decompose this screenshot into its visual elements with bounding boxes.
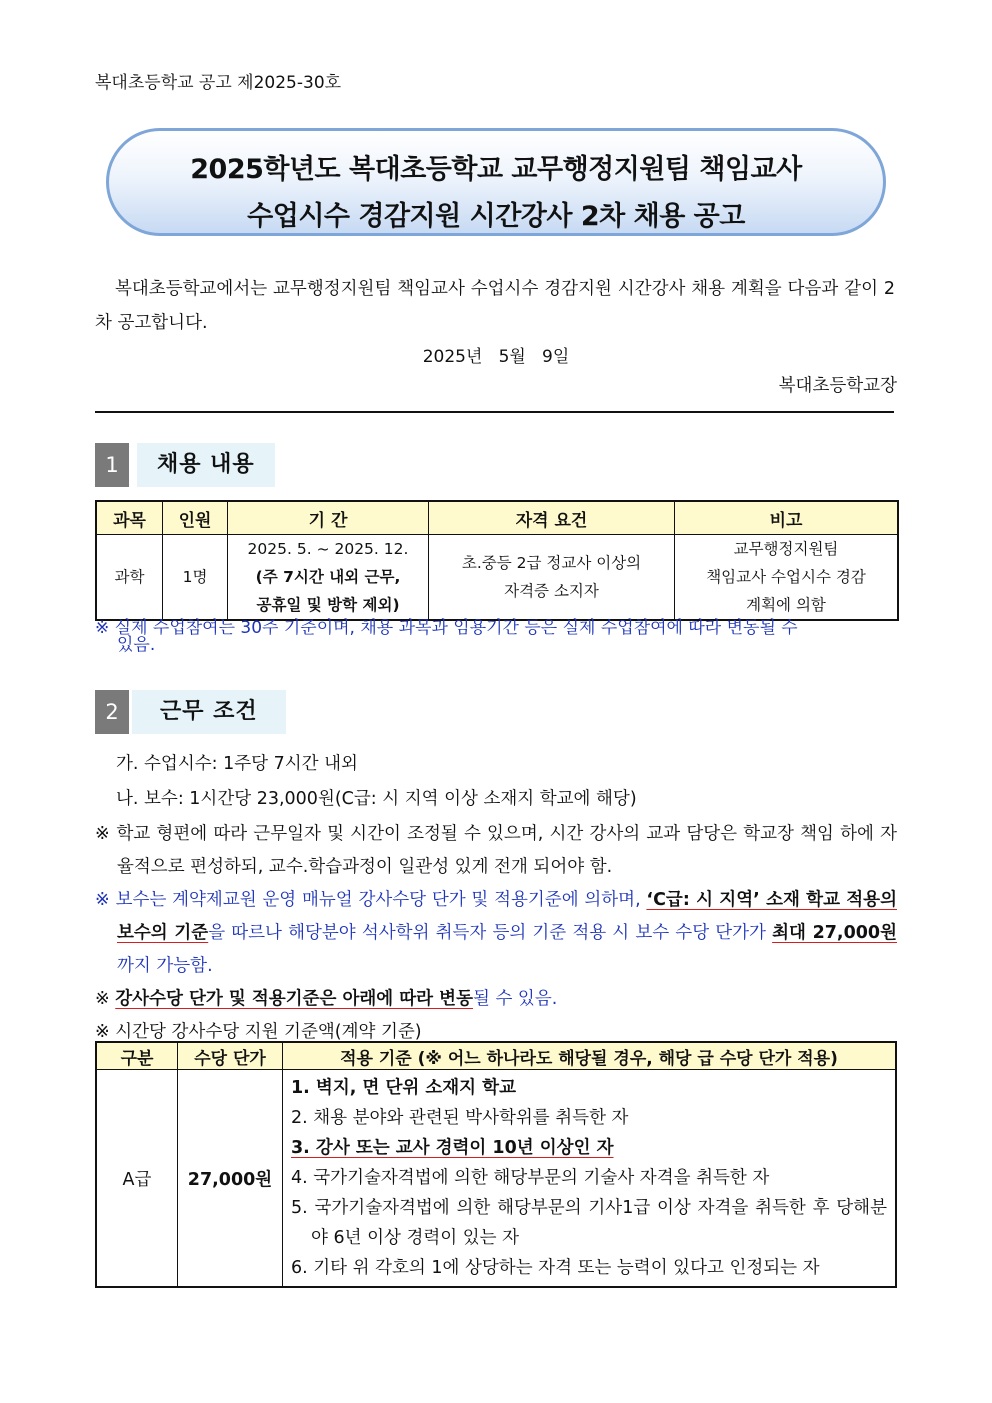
condition-pay: 나. 보수: 1시간당 23,000원(C급: 시 지역 이상 소재지 학교에 해당): [116, 789, 637, 809]
note-schedule: ※ 학교 형편에 따라 근무일자 및 시간이 조정될 수 있으며, 시간 강사의 교과 담당은 학교장 책임 하에 자율적으로 편성하되, 교수.학습과정이 일관성 있게 전개 되어야 함.: [95, 824, 897, 877]
section1-heading: 채용 내용: [137, 443, 275, 487]
cell-period: [228, 535, 429, 621]
note-rate-table-title: ※ 시간당 강사수당 지원 기준액(계약 기준): [95, 1022, 422, 1042]
col-grade: 구분: [96, 1042, 178, 1070]
cell-criteria: [283, 1070, 897, 1288]
criterion-3: 3. 강사 또는 교사 경력이 10년 이상인 자: [291, 1138, 614, 1158]
criterion-2: 2. 채용 분야와 관련된 박사학위를 취득한 자: [291, 1108, 629, 1128]
intro-text: 복대초등학교에서는 교무행정지원팀 책임교사 수업시수 경감지원 시간강사 채용 계획을 다음과 같이 2차 공고합니다.: [95, 279, 895, 333]
criterion-5: 5. 국가기술자격법에 의한 해당부문의 기사1급 이상 자격을 취득한 후 당해분야 6년 이상 경력이 있는 자: [291, 1198, 887, 1248]
col-criteria: 적용 기준 (※ 어느 하나라도 해당될 경우, 해당 급 수당 단가 적용): [283, 1042, 897, 1070]
period-line1: 2025. 5. ~ 2025. 12.: [247, 540, 409, 558]
notice-number: 복대초등학교 공고 제2025-30호: [95, 73, 342, 93]
section1-number: 1: [95, 443, 129, 487]
note-pay-change: ※ 강사수당 단가 및 적용기준은 아래에 따라 변동될 수 있음.: [95, 989, 558, 1009]
criterion-4: 4. 국가기술자격법에 의한 해당부문의 기술사 자격을 취득한 자: [291, 1168, 770, 1188]
col-qualification: 자격 요건: [429, 501, 675, 535]
section1-note-line1: ※ 실제 수업참여는 30주 기준이며, 채용 과목과 임용기간 등은 실제 수업참여에 따라 변동될 수: [95, 618, 798, 638]
section2-number: 2: [95, 690, 129, 734]
remark-line1: 교무행정지원팀: [733, 540, 839, 558]
section2-notes: [95, 818, 897, 1049]
cell-rate: 27,000원: [178, 1070, 283, 1288]
recruitment-table: [95, 500, 899, 621]
pay-rate-table: [95, 1041, 897, 1288]
qualification-line2: 자격증 소지자: [504, 582, 599, 600]
col-period: 기 간: [228, 501, 429, 535]
qualification-line1: 초.중등 2급 정교사 이상의: [461, 554, 642, 572]
title-banner: [106, 128, 886, 236]
cell-subject: 과학: [96, 535, 163, 621]
note-pay-standard: ※ 보수는 계약제교원 운영 매뉴얼 강사수당 단가 및 적용기준에 의하며, ‘C급: 시 지역’ 소재 학교 적용의 보수의 기준을 따르나 해당분야 석사학위 취득자 등의 기준 적용 시 보수 수당 단가가 최대 27,000원까지 가능함.: [95, 890, 898, 976]
section1-note: [95, 620, 897, 654]
signer: 복대초등학교장: [778, 376, 897, 396]
title-line-1: 2025학년도 복대초등학교 교무행정지원팀 책임교사: [190, 154, 802, 185]
col-count: 인원: [163, 501, 228, 535]
divider: [95, 411, 894, 413]
intro-paragraph: [95, 272, 895, 340]
cell-grade: A급: [96, 1070, 178, 1288]
period-line3: 공휴일 및 방학 제외): [256, 596, 400, 614]
remark-line3: 계획에 의함: [746, 596, 826, 614]
condition-hours: 가. 수업시수: 1주당 7시간 내외: [116, 754, 358, 774]
cell-count: 1명: [163, 535, 228, 621]
criterion-1: 1. 벽지, 면 단위 소재지 학교: [291, 1078, 516, 1098]
title-line-2: 수업시수 경감지원 시간강사 2차 채용 공고: [247, 201, 745, 232]
section2-heading: 근무 조건: [132, 690, 286, 734]
section1-note-line2: 있음.: [117, 635, 156, 655]
col-subject: 과목: [96, 501, 163, 535]
col-remark: 비고: [675, 501, 899, 535]
cell-qualification: [429, 535, 675, 621]
criterion-6: 6. 기타 위 각호의 1에 상당하는 자격 또는 능력이 있다고 인정되는 자: [291, 1258, 820, 1278]
announcement-date: 2025년 5월 9일: [422, 347, 570, 367]
col-rate: 수당 단가: [178, 1042, 283, 1070]
period-line2: (주 7시간 내외 근무,: [255, 568, 401, 586]
remark-line2: 책임교사 수업시수 경감: [706, 568, 866, 586]
cell-remark: [675, 535, 899, 621]
